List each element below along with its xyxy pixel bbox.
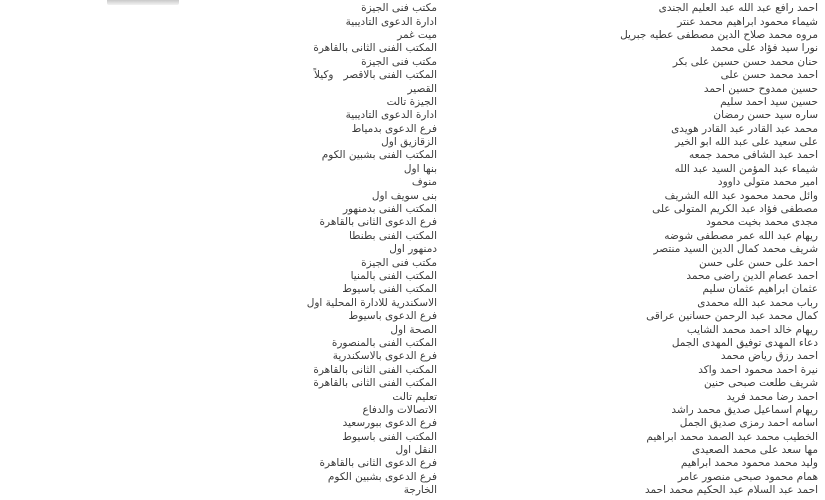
- office-name: مكتب فنى الجيزة: [361, 55, 437, 68]
- person-name: امير محمد متولى داوود: [717, 176, 818, 189]
- person-name: همام محمود صبحى منصور عامر: [677, 470, 818, 483]
- person-name: مها سعد على محمد الصعيدى: [691, 444, 818, 457]
- office-name: القصير: [407, 82, 437, 95]
- office-name: المكتب الفنى بطنطا: [348, 229, 437, 242]
- person-name: احمد عبد السلام عبد الحكيم محمد احمد: [645, 484, 818, 497]
- table-row: [0, 56, 825, 69]
- table-row: [0, 2, 825, 15]
- table-row: [0, 404, 825, 417]
- table-row: [0, 123, 825, 136]
- office-name: الاتصالات والدفاع: [362, 403, 437, 416]
- table-row: [0, 176, 825, 189]
- person-name: عثمان ابراهيم عثمان سليم: [702, 283, 818, 296]
- person-name: حنان محمد حسن حسين على بكر: [672, 55, 818, 68]
- table-row: [0, 189, 825, 202]
- office-name: تعليم تالت: [392, 390, 437, 403]
- person-name: نورا سيد فؤاد على محمد: [710, 42, 818, 55]
- table-row: [0, 283, 825, 296]
- table-row: [0, 96, 825, 109]
- office-name: المكتب الفنى الثانى بالقاهرة: [313, 42, 437, 55]
- office-name: المكتب الفنى الثانى بالقاهرة: [313, 363, 437, 376]
- person-name: احمد محمد حسن على: [720, 69, 818, 82]
- person-name: شيماء عبد المؤمن السيد عبد الله: [674, 162, 818, 175]
- person-name: مروه محمد صلاح الدين مصطفى عطيه جبريل: [620, 28, 818, 41]
- office-name: دمنهور اول: [389, 243, 437, 256]
- person-name: نيرة احمد محمود احمد واكد: [698, 363, 818, 376]
- table-row: [0, 297, 825, 310]
- table-row: [0, 337, 825, 350]
- office-name: بنى سويف اول: [371, 189, 437, 202]
- person-name: رباب محمد عبد الله محمدى: [697, 296, 818, 309]
- office-name: الاسكندرية للادارة المحلية اول: [306, 296, 437, 309]
- person-name: كمال محمد عبد الرحمن حسانين عراقى: [646, 310, 818, 323]
- office-name: فرع الدعوى بشبين الكوم: [327, 470, 437, 483]
- office-name: فرع الدعوى باسيوط: [348, 310, 437, 323]
- table-row: [0, 203, 825, 216]
- office-name: بنها اول: [403, 162, 437, 175]
- roster-list: [0, 2, 825, 497]
- person-name: مصطفى فؤاد عبد الكريم المتولى على: [652, 203, 818, 216]
- table-row: [0, 431, 825, 444]
- table-row: [0, 216, 825, 229]
- table-row: [0, 149, 825, 162]
- table-row: [0, 69, 825, 82]
- person-name: محمد عبد القادر عبد القادر هويدى: [671, 122, 818, 135]
- person-name: احمد رافع عبد الله عبد العليم الجندى: [658, 2, 818, 15]
- table-row: [0, 82, 825, 95]
- person-name: شيماء محمود ابراهيم محمد عنتر: [677, 15, 818, 28]
- office-name: المكتب الفنى بالمنيا: [350, 270, 437, 282]
- office-name: المكتب الفنى بالاقصر وكيلاً: [313, 69, 437, 82]
- office-name: الخارجة: [403, 484, 437, 497]
- person-name: احمد على حسن على حسن: [698, 256, 818, 269]
- office-name: ميت غمر: [397, 28, 437, 41]
- office-name: ادارة الدعوى التاديبية: [345, 15, 437, 28]
- office-name: فرع الدعوى بالاسكندرية: [332, 350, 437, 363]
- office-name: ادارة الدعوى التاديبية: [345, 109, 437, 122]
- person-name: ريهام خالد احمد محمد الشايب: [686, 323, 818, 336]
- person-name: ساره سيد حسن رمضان: [713, 109, 818, 122]
- person-name: شريف محمد كمال الدين السيد منتصر: [653, 243, 818, 256]
- office-name: فرع الدعوى الثانى بالقاهرة: [319, 216, 437, 229]
- table-row: [0, 484, 825, 497]
- table-row: [0, 417, 825, 430]
- table-row: [0, 364, 825, 377]
- office-name: فرع الدعوى ببورسعيد: [342, 417, 437, 430]
- table-row: [0, 323, 825, 336]
- person-name: حسين سيد احمد سليم: [720, 95, 818, 108]
- office-name: المكتب الفنى باسيوط: [342, 430, 437, 443]
- person-name: اسامه احمد رمزى صديق الجمل: [679, 417, 818, 430]
- person-name: الخطيب محمد عبد الصمد محمد ابراهيم: [646, 430, 818, 443]
- table-row: [0, 230, 825, 243]
- person-name: احمد رزق رياض محمد: [720, 350, 818, 363]
- table-row: [0, 243, 825, 256]
- office-name: الصحة اول: [390, 323, 437, 336]
- person-name: وليد محمد محمود محمد ابراهيم: [680, 457, 818, 470]
- office-name: منوف: [411, 176, 437, 189]
- office-name: الجيزة تالت: [386, 95, 437, 108]
- person-name: دعاء المهدى توفيق المهدى الجمل: [671, 336, 818, 349]
- office-name: مكتب فنى الجيزة: [361, 256, 437, 269]
- table-row: [0, 377, 825, 390]
- table-row: [0, 444, 825, 457]
- person-name: احمد رضا محمد فريد: [726, 390, 818, 403]
- person-name: ريهام اسماعيل صديق محمد راشد: [671, 403, 818, 416]
- office-name: المكتب الفنى بشبين الكوم: [321, 149, 437, 162]
- table-row: [0, 310, 825, 323]
- table-row: [0, 136, 825, 149]
- person-name: شريف طلعت صبحى حنين: [703, 377, 818, 390]
- person-name: حسين ممدوح حسين احمد: [703, 82, 818, 95]
- person-name: على سعيد على عبد الله ابو الخير: [675, 136, 818, 149]
- office-name: النقل اول: [395, 444, 437, 457]
- office-name: الزقازيق اول: [381, 136, 437, 149]
- office-name: فرع الدعوى بدمياط: [351, 122, 437, 135]
- table-row: [0, 256, 825, 269]
- table-row: [0, 270, 825, 283]
- office-name: المكتب الفنى باسيوط: [342, 283, 437, 296]
- office-name: المكتب الفنى بالمنصورة: [331, 336, 437, 349]
- person-name: مجدى محمد بخيت محمود: [706, 216, 818, 229]
- person-name: احمد عبد الشافى محمد جمعه: [689, 149, 818, 162]
- person-name: وائل محمد محمود عبد الله الشريف: [664, 189, 818, 202]
- office-name: فرع الدعوى الثانى بالقاهرة: [319, 457, 437, 470]
- table-row: [0, 29, 825, 42]
- table-row: [0, 15, 825, 28]
- table-row: [0, 471, 825, 484]
- office-name: المكتب الفنى بدمنهور: [342, 203, 437, 216]
- table-row: [0, 390, 825, 403]
- table-row: [0, 350, 825, 363]
- table-row: [0, 163, 825, 176]
- table-row: [0, 42, 825, 55]
- table-row: [0, 457, 825, 470]
- person-name: ريهام عبد الله عمر مصطفى شوضه: [664, 229, 818, 242]
- office-name: المكتب الفنى الثانى بالقاهرة: [313, 377, 437, 390]
- person-name: احمد عصام الدين راضى محمد: [686, 270, 818, 282]
- office-name: مكتب فنى الجيزة: [361, 2, 437, 15]
- table-row: [0, 109, 825, 122]
